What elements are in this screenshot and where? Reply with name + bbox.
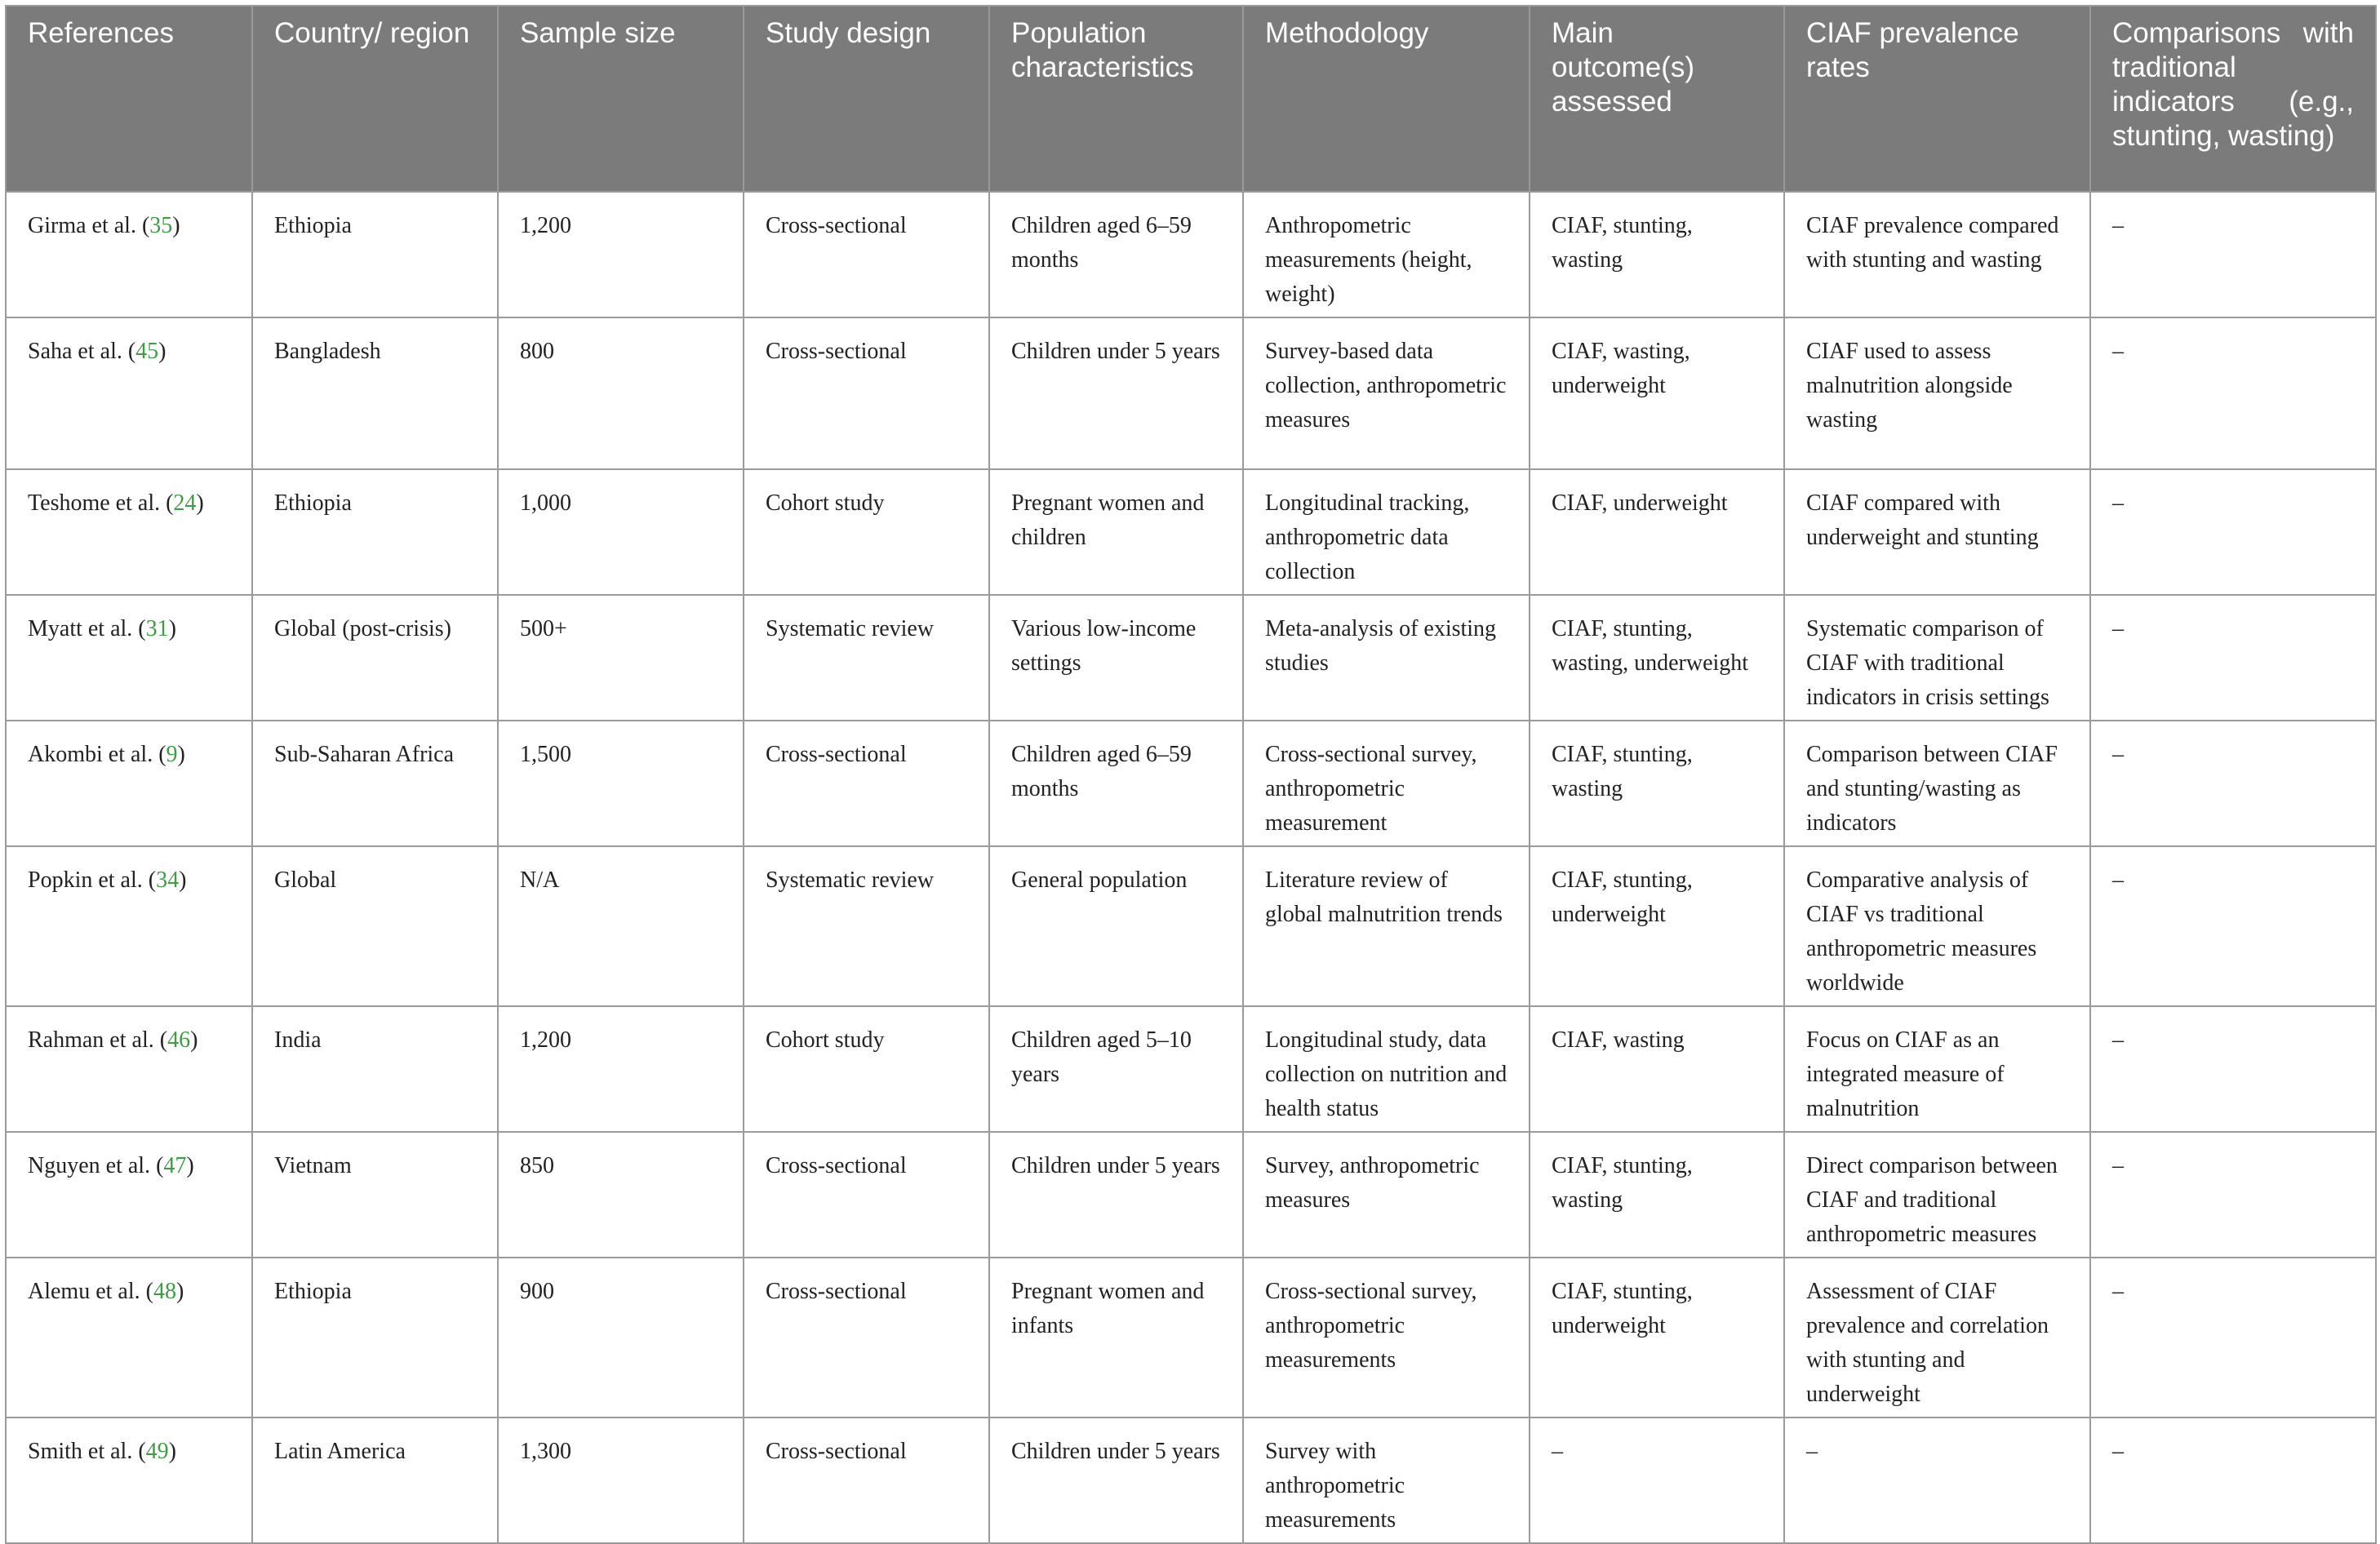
column-header-ciaf-prevalence: CIAF prevalence rates [1784,6,2090,192]
prevalence-cell: Direct comparison between CIAF and traditional anthropometric measures [1784,1132,2090,1258]
author-text: Teshome et al. ( [28,490,174,516]
sample-size-cell: 800 [498,317,744,469]
table-row [6,1132,2376,1258]
table-body [6,192,2376,1543]
population-cell: Children aged 6–59 months [989,192,1243,317]
reference-cell [6,317,252,469]
country-cell: Global (post-crisis) [252,595,498,721]
outcome-cell: CIAF, wasting [1530,1006,1784,1132]
author-text: Alemu et al. ( [28,1279,153,1304]
citation-link[interactable]: 24 [173,490,197,516]
prevalence-cell: Assessment of CIAF prevalence and correlation with stunting and underweight [1784,1258,2090,1418]
sample-size-cell: 500+ [498,595,744,721]
population-cell: Children under 5 years [989,317,1243,469]
methodology-cell: Cross-sectional survey, anthropometric measurements [1243,1258,1530,1418]
column-header-population-characteristics: Population characteristics [989,6,1243,192]
country-cell: Ethiopia [252,192,498,317]
citation-link[interactable]: 45 [135,339,159,364]
comparison-cell: – [2090,1418,2376,1543]
outcome-cell: CIAF, stunting, underweight [1530,1258,1784,1418]
comparison-cell: – [2090,721,2376,846]
population-cell: Children aged 6–59 months [989,721,1243,846]
table-row [6,192,2376,317]
study-design-cell: Systematic review [744,846,989,1006]
sample-size-cell: 1,000 [498,469,744,595]
population-cell: Children under 5 years [989,1418,1243,1543]
citation-link[interactable]: 47 [163,1153,187,1178]
population-cell: Various low-income settings [989,595,1243,721]
outcome-cell: CIAF, stunting, wasting, underweight [1530,595,1784,721]
outcome-cell: CIAF, stunting, wasting [1530,1132,1784,1258]
methodology-cell: Survey-based data collection, anthropometric measures [1243,317,1530,469]
study-design-cell: Systematic review [744,595,989,721]
table-row [6,721,2376,846]
prevalence-cell: CIAF used to assess malnutrition alongside wasting [1784,317,2090,469]
citation-close: ) [168,1439,176,1464]
prevalence-cell: Comparative analysis of CIAF vs traditional anthropometric measures worldwide [1784,846,2090,1006]
methodology-cell: Meta-analysis of existing studies [1243,595,1530,721]
comparison-cell: – [2090,317,2376,469]
outcome-cell: CIAF, stunting, wasting [1530,721,1784,846]
comparison-cell: – [2090,846,2376,1006]
methodology-cell: Survey, anthropometric measures [1243,1132,1530,1258]
table-row [6,1006,2376,1132]
citation-close: ) [177,742,185,767]
reference-cell [6,469,252,595]
column-header-references: References [6,6,252,192]
reference-cell [6,1418,252,1543]
column-header-main-outcomes: Main outcome(s) assessed [1530,6,1784,192]
reference-cell [6,192,252,317]
table-row [6,469,2376,595]
citation-link[interactable]: 48 [153,1279,176,1304]
studies-table [5,5,2377,1544]
country-cell: Vietnam [252,1132,498,1258]
outcome-cell: CIAF, wasting, underweight [1530,317,1784,469]
citation-link[interactable]: 9 [166,742,178,767]
citation-close: ) [175,1279,184,1304]
outcome-cell: CIAF, stunting, wasting [1530,192,1784,317]
author-text: Girma et al. ( [28,213,150,238]
methodology-cell: Literature review of global malnutrition trends [1243,846,1530,1006]
author-text: Popkin et al. ( [28,867,157,893]
methodology-cell: Longitudinal tracking, anthropometric data collection [1243,469,1530,595]
sample-size-cell: 900 [498,1258,744,1418]
reference-cell [6,1258,252,1418]
citation-link[interactable]: 35 [149,213,173,238]
author-text: Smith et al. ( [28,1439,146,1464]
study-design-cell: Cross-sectional [744,721,989,846]
sample-size-cell: 1,500 [498,721,744,846]
study-design-cell: Cohort study [744,469,989,595]
author-text: Akombi et al. ( [28,742,167,767]
country-cell: Ethiopia [252,1258,498,1418]
citation-link[interactable]: 34 [156,867,180,893]
column-header-study-design: Study design [744,6,989,192]
author-text: Saha et al. ( [28,339,136,364]
table-row [6,846,2376,1006]
citation-close: ) [179,867,187,893]
column-header-methodology: Methodology [1243,6,1530,192]
reference-cell [6,1132,252,1258]
population-cell: Children aged 5–10 years [989,1006,1243,1132]
country-cell: Sub-Saharan Africa [252,721,498,846]
column-header-country-region: Country/ region [252,6,498,192]
prevalence-cell: Systematic comparison of CIAF with traditional indicators in crisis settings [1784,595,2090,721]
country-cell: Latin America [252,1418,498,1543]
population-cell: Pregnant women and children [989,469,1243,595]
sample-size-cell: N/A [498,846,744,1006]
study-design-cell: Cross-sectional [744,1418,989,1543]
prevalence-cell: Focus on CIAF as an integrated measure of malnutrition [1784,1006,2090,1132]
prevalence-cell: CIAF compared with underweight and stunting [1784,469,2090,595]
population-cell: Children under 5 years [989,1132,1243,1258]
citation-close: ) [168,616,176,641]
reference-cell [6,846,252,1006]
reference-cell [6,721,252,846]
reference-cell [6,595,252,721]
author-text: Nguyen et al. ( [28,1153,164,1178]
comparison-cell: – [2090,595,2376,721]
table-row [6,1258,2376,1418]
prevalence-cell: Comparison between CIAF and stunting/wasting as indicators [1784,721,2090,846]
header-row [6,6,2376,192]
author-text: Rahman et al. ( [28,1027,168,1053]
methodology-cell: Anthropometric measurements (height, weight) [1243,192,1530,317]
outcome-cell: CIAF, underweight [1530,469,1784,595]
sample-size-cell: 1,200 [498,192,744,317]
prevalence-cell: CIAF prevalence compared with stunting and wasting [1784,192,2090,317]
methodology-cell: Survey with anthropometric measurements [1243,1418,1530,1543]
author-text: Myatt et al. ( [28,616,146,641]
country-cell: Bangladesh [252,317,498,469]
study-design-cell: Cross-sectional [744,1258,989,1418]
citation-link[interactable]: 49 [145,1439,169,1464]
sample-size-cell: 1,200 [498,1006,744,1132]
sample-size-cell: 1,300 [498,1418,744,1543]
comparison-cell: – [2090,1006,2376,1132]
population-cell: General population [989,846,1243,1006]
outcome-cell: – [1530,1418,1784,1543]
citation-close: ) [190,1027,198,1053]
table-row [6,595,2376,721]
comparison-cell: – [2090,1258,2376,1418]
citation-link[interactable]: 31 [145,616,169,641]
sample-size-cell: 850 [498,1132,744,1258]
outcome-cell: CIAF, stunting, underweight [1530,846,1784,1006]
country-cell: India [252,1006,498,1132]
comparison-cell: – [2090,192,2376,317]
study-design-cell: Cross-sectional [744,317,989,469]
study-design-cell: Cross-sectional [744,192,989,317]
prevalence-cell: – [1784,1418,2090,1543]
study-design-cell: Cross-sectional [744,1132,989,1258]
country-cell: Global [252,846,498,1006]
table-row [6,317,2376,469]
citation-close: ) [186,1153,194,1178]
comparison-cell: – [2090,1132,2376,1258]
citation-close: ) [196,490,204,516]
citation-close: ) [158,339,167,364]
citation-close: ) [172,213,180,238]
column-header-comparisons: Comparisons with traditional indicators (e.g., stunting, wasting) [2090,6,2376,192]
study-design-cell: Cohort study [744,1006,989,1132]
country-cell: Ethiopia [252,469,498,595]
population-cell: Pregnant women and infants [989,1258,1243,1418]
methodology-cell: Longitudinal study, data collection on nutrition and health status [1243,1006,1530,1132]
reference-cell [6,1006,252,1132]
table-row [6,1418,2376,1543]
column-header-sample-size: Sample size [498,6,744,192]
methodology-cell: Cross-sectional survey, anthropometric measurement [1243,721,1530,846]
citation-link[interactable]: 46 [167,1027,191,1053]
comparison-cell: – [2090,469,2376,595]
